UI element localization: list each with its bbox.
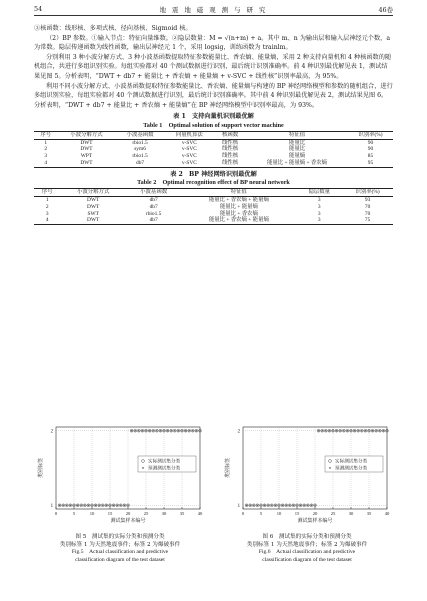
x-tick-label: 0 [54,511,58,516]
x-tick-label: 15 [107,511,113,516]
table2-caption-cn: 表 2 BP 神经网络识别最优解 [170,170,257,178]
x-tick-label: 40 [384,511,390,516]
paragraph-kernels: ③核函数：线形核、多项式核、径向基核、Sigmoid 核。 [34,25,192,32]
table-cell: sym6 [134,146,146,153]
figure-5-note: 类别标签 1 为天然地震事件；标签 2 为爆破事件 [59,541,181,548]
table-cell: 1 [44,139,48,146]
y-tick-label: 1 [50,503,53,509]
table-cell: 70 [364,210,371,217]
table-cell: 3 [44,153,48,160]
figure-5-caption-en-2: classification diagram of the test dataset [75,556,165,563]
table-cell: 能量比 + 能量熵 + 香农熵 [267,159,328,166]
table-cell: DWT [80,139,93,146]
table2-header: 序号 [34,189,61,197]
table1-caption-cn: 表 1 支持向量机识别最优解 [173,113,254,121]
table-cell: 能量比 [288,139,306,146]
table1-header: 识别率(%) [348,131,393,139]
table-cell: 能量比 + 能量熵 [219,203,258,210]
table-cell: DWT [80,159,93,166]
x-tick-label: 10 [276,511,282,516]
table-cell: SWT [87,210,99,217]
x-tick-label: 25 [143,511,149,516]
x-tick-label: 30 [161,511,167,516]
table-cell: 能量比 [288,146,306,153]
volume-label: 46卷 [378,6,393,14]
table-cell: 93 [364,196,371,203]
table-cell: 4 [44,159,48,166]
x-tick-label: 0 [241,511,245,516]
table-cell: DWT [87,203,100,210]
paragraph-svm-results: 分别利用 3 种小波分解方式、3 种小波基函数提取特征参数能量比、香农熵、能量熵，采用 2 种支持向量机和 4 种核函数的随机组合，共进行多组识别实验。每组实验都对 40 个测试数据进行识别，最后统计识别准确率。前 4 种识别最优解见表 1，测试结果见图 5。分析表明，“DWT + db7 + 能量比 + 香农熵 + 能量熵 + v-SVC + 线性核”识别率最高，为 95%。 [34,53,392,80]
table-cell: 能量比 + 香农熵 [219,210,258,217]
table-cell: v-SVC [181,153,197,160]
x-tick-label: 30 [348,511,354,516]
x-tick-label: 35 [179,511,185,516]
legend-label: 预测测试集分类 [335,466,368,472]
table-cell: 4 [45,217,49,224]
figure-6-caption-en-2: classification diagram of the test dataset [262,556,352,563]
table-cell: 线性核 [221,153,239,160]
table1 [34,131,393,168]
table1-caption [34,113,393,129]
legend-label: 预测测试集分类 [148,466,181,472]
article-body [34,24,393,225]
x-tick-label: 20 [312,511,318,516]
table-cell: db7 [149,217,158,224]
table1-header: 向量机算法 [165,131,214,139]
table-cell: rbio1.5 [132,139,148,146]
table-row [34,217,393,224]
table-cell: db7 [149,196,158,203]
x-tick-label: 10 [89,511,95,516]
figure-6-caption-cn: 图 6 测试集的实际分类和预测分类 [262,534,352,540]
table-cell: v-SVC [181,159,197,166]
table-cell: 3 [45,210,49,217]
table-cell: v-SVC [181,139,197,146]
table-cell: 线性核 [221,139,239,146]
journal-title: 地 震 地 磁 观 测 与 研 究 [159,6,268,14]
legend-label: 实际测试集分类 [335,459,368,465]
table-cell: 75 [364,217,371,224]
table-row [34,204,393,211]
table-cell: 70 [364,203,371,210]
table2-header: 小波分解方式 [61,189,126,197]
table2-caption-en: Table 2 Optimal recognition effect of BP neural network [137,178,290,186]
table2-header: 特征值 [181,189,296,197]
table-cell: rbio1.5 [132,153,148,160]
x-axis-label: 测试集样本编号 [297,518,333,524]
table-cell: db7 [149,203,158,210]
figure-5 [34,422,206,564]
x-tick-label: 20 [125,511,131,516]
figure-6-note: 类别标签 1 为天然地震事件；标签 2 为爆破事件 [246,541,368,548]
table-row [34,139,393,146]
table-cell: 3 [317,217,321,224]
y-axis-label: 类别标签 [38,457,44,479]
y-tick-label: 2 [237,429,240,435]
table1-header-row [34,131,393,139]
table-row [34,153,393,160]
table2-caption [34,171,393,187]
table-cell: 3 [317,210,321,217]
table-cell: 能量比 + 香农熵 + 能量熵 [208,196,269,203]
x-tick-label: 25 [330,511,336,516]
paragraph-bp-params: （2）BP 参数。①输入节点：特征向量维数。②隐层数量：M = √(n+m) + a。其中 m、n 为输出层和输入层神经元个数，a 为常数。隐层传递函数为线性函数，输出层神经元 1 个，采用 logsig，训练函数为 trainlm。 [34,34,391,52]
figure-6 [221,422,393,564]
page-number: 54 [34,5,43,13]
table-cell: 90 [367,146,374,153]
table1-header: 小波分解方式 [58,131,116,139]
paragraph-bp-results: 利用不同小波分解方式、小波基函数提取特征参数能量比、香农熵、能量熵与构建的 BP 神经网络模型和参数的随机组合，进行多组识别实验，每组实验都对 40 个测试数据进行识别，最后统计识别准确率。其中前 4 种识别最优解见表 2，测试结果见图 6。分析表明，“DWT + db7 + 能量比 + 香农熵 + 能量熵”在 BP 神经网络模型中识别率最高，为 93%。 [34,82,393,109]
table-cell: 85 [367,153,374,160]
figure-6-chart [221,422,393,532]
table-cell: 线性核 [221,146,239,153]
x-tick-label: 5 [259,511,263,516]
table-cell: DWT [87,217,100,224]
x-axis-label: 测试集样本编号 [110,518,146,524]
table-cell: v-SVC [181,146,197,153]
y-tick-label: 1 [237,503,240,509]
y-tick-label: 2 [50,429,53,435]
table-cell: 3 [317,203,321,210]
table-cell: 能量比 + 香农熵 + 能量熵 [208,217,269,224]
table1-header: 核函数 [214,131,246,139]
table-cell: 2 [45,203,49,210]
table-cell: 线性核 [221,159,239,166]
x-tick-label: 5 [72,511,76,516]
table2-header-row [34,189,393,197]
table2-header: 识别率(%) [342,189,393,197]
table-cell: rbio1.5 [145,210,162,217]
table-cell: 95 [367,159,374,166]
table-cell: 3 [317,196,321,203]
legend-label: 实际测试集分类 [148,459,181,465]
table-cell: 1 [45,196,49,203]
x-tick-label: 15 [294,511,300,516]
figure-6-caption [221,534,393,564]
table-cell: db7 [136,159,145,166]
x-tick-label: 40 [197,511,203,516]
table-cell: 能量熵 [288,153,306,160]
figure-6-caption-en-1: Fig.6 Actual classification and predictive [258,549,356,556]
table-cell: DWT [80,146,93,153]
table-row [34,196,393,203]
figures-row [34,422,393,600]
table2-header: 隐层数量 [296,189,342,197]
table1-caption-en: Table 1 Optimal solution of support vector machine [143,121,284,129]
figure-5-caption-cn: 图 5 测试集的实际分类和预测分类 [75,534,165,540]
table-row [34,146,393,153]
table2-header: 小波基函数 [126,189,182,197]
figure-5-chart [34,422,206,532]
header-rule [34,15,393,16]
table1-header: 序号 [34,131,58,139]
table-cell: 2 [44,146,48,153]
table-cell: 90 [367,139,374,146]
table1-header: 特征值 [246,131,348,139]
table-row [34,160,393,167]
table1-header: 小波基函数 [115,131,164,139]
x-tick-label: 35 [366,511,372,516]
figure-5-caption [34,534,206,564]
figure-5-caption-en-1: Fig.5 Actual classification and predictive [71,549,169,556]
y-axis-label: 类别标签 [225,457,231,479]
table-cell: WPT [80,153,93,160]
table-cell: DWT [87,196,100,203]
table2 [34,188,393,225]
